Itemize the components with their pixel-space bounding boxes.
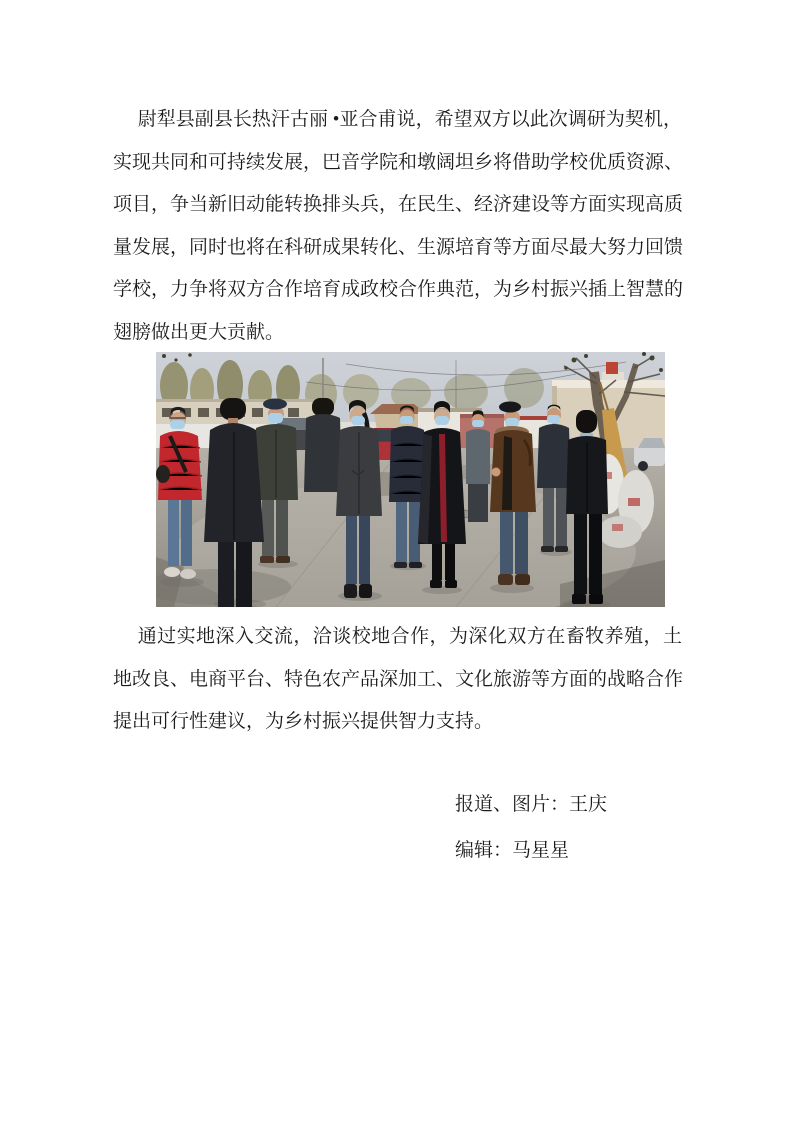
field-visit-group-photo xyxy=(156,352,665,607)
text-line: 学校，力争将双方合作培育成政校合作典范，为乡村振兴插上智慧的 xyxy=(113,279,684,301)
text-line: 地改良、电商平台、特色农产品深加工、文化旅游等方面的战略合作 xyxy=(113,668,684,690)
byline-editor: 编辑：马星星 xyxy=(455,840,570,861)
byline-reporter: 报道、图片：王庆 xyxy=(455,794,608,815)
byline xyxy=(455,782,607,874)
text-line: 提出可行性建议，为乡村振兴提供智力支持。 xyxy=(113,711,494,733)
text-line: 通过实地深入交流，洽谈校地合作，为深化双方在畜牧养殖，土 xyxy=(137,626,682,647)
paragraph-2 xyxy=(113,616,682,744)
photo-illustration xyxy=(156,352,665,607)
text-line: 翅膀做出更大贡献。 xyxy=(113,321,285,343)
paragraph-1 xyxy=(113,99,682,355)
text-line: 项目，争当新旧动能转换排头兵，在民生、经济建设等方面实现高质 xyxy=(113,194,684,216)
text-line: 尉犁县副县长热汗古丽 •亚合甫说，希望双方以此次调研为契机， xyxy=(137,109,682,130)
text-line: 实现共同和可持续发展，巴音学院和墩阔坦乡将借助学校优质资源、 xyxy=(113,151,684,173)
text-line: 量发展，同时也将在科研成果转化、生源培育等方面尽最大努力回馈 xyxy=(113,236,684,258)
